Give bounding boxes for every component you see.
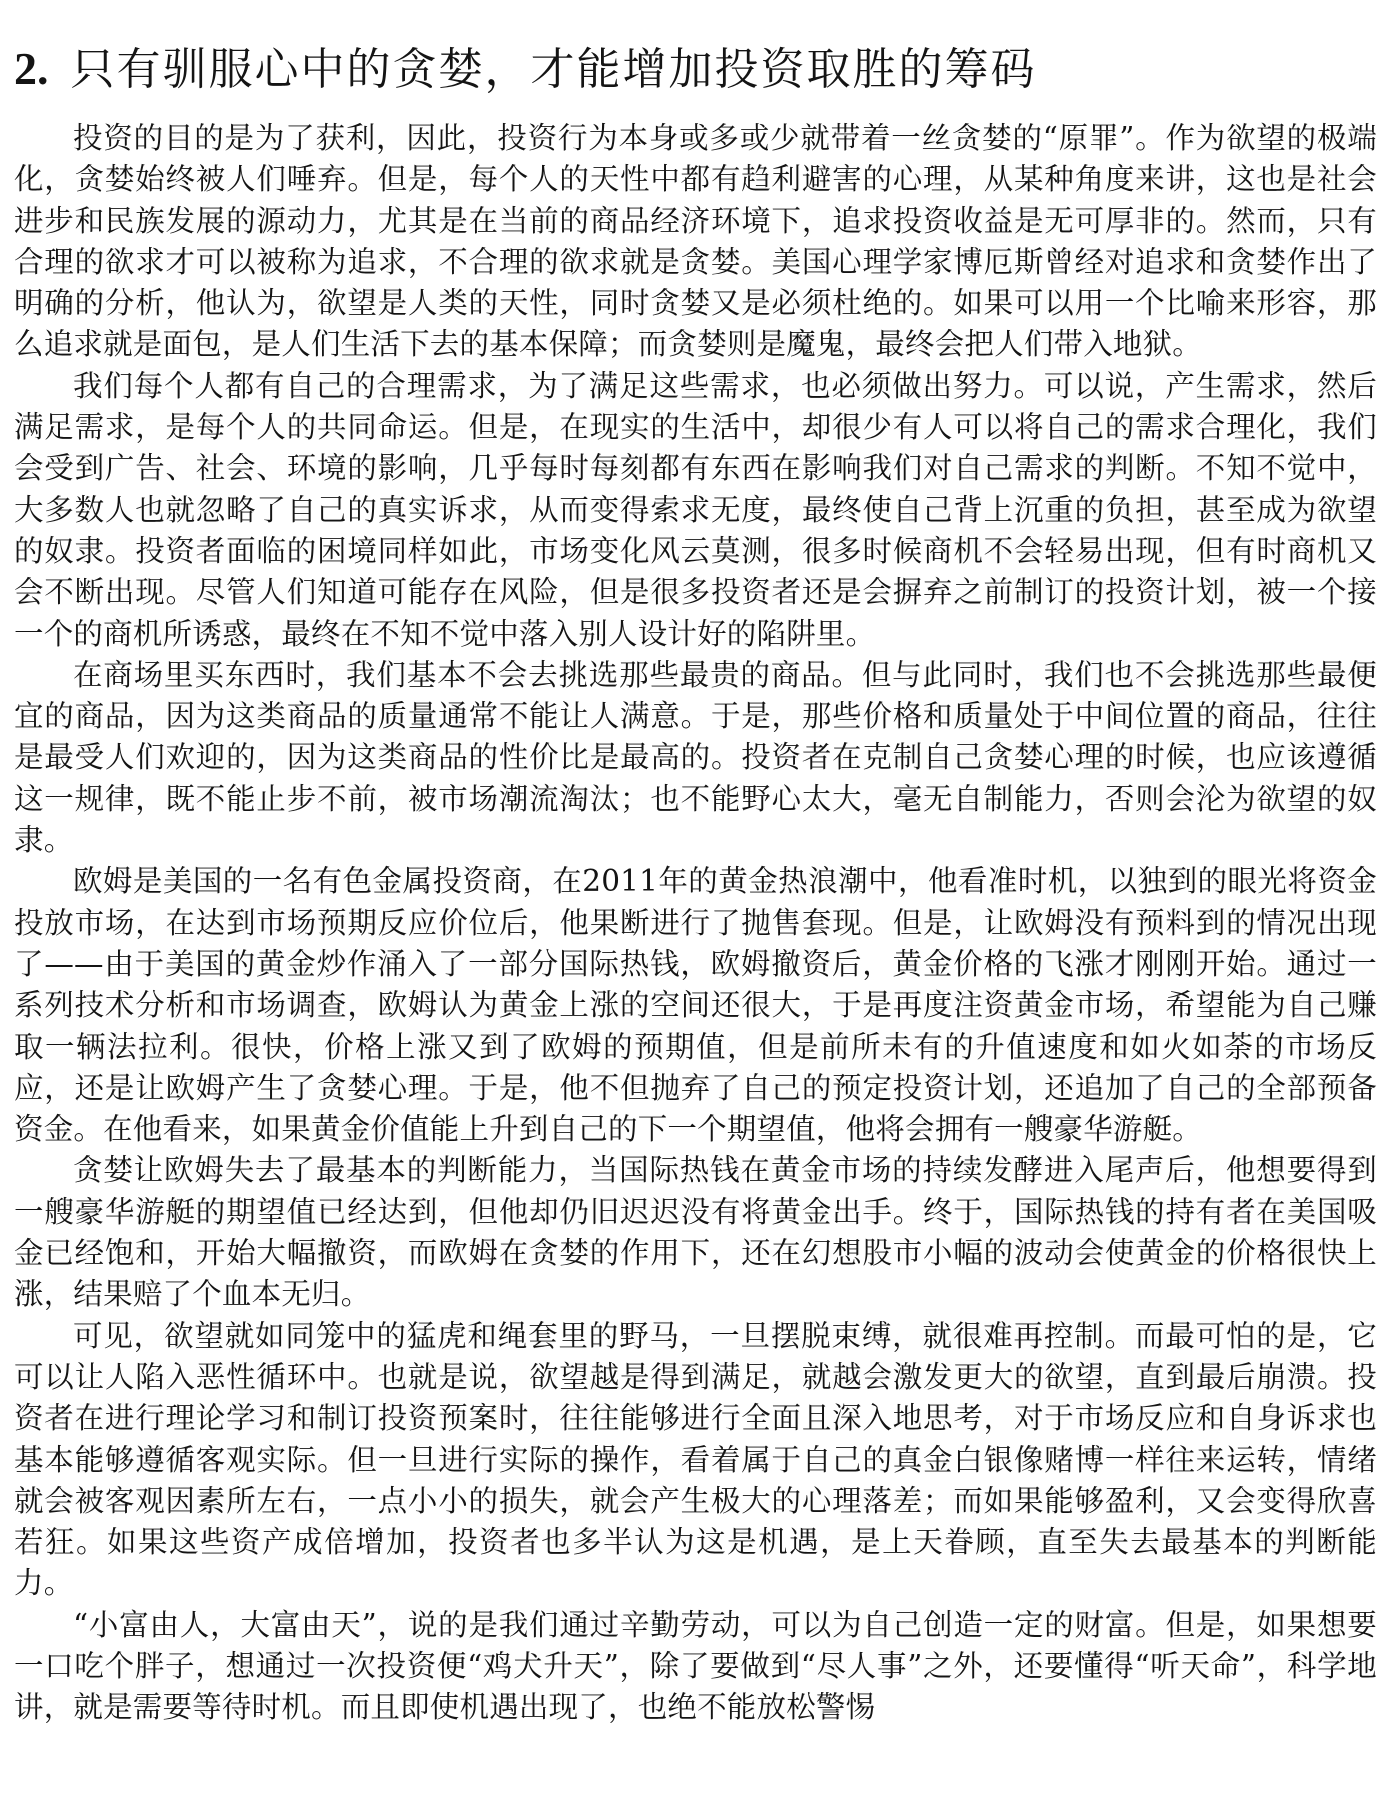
section-title: 只有驯服心中的贪婪，才能增加投资取胜的筹码: [70, 44, 1037, 95]
paragraph: 我们每个人都有自己的合理需求，为了满足这些需求，也必须做出努力。可以说，产生需求，然后满足需求，是每个人的共同命运。但是，在现实的生活中，却很少有人可以将自己的需求合理化，我们会受到广告、社会、环境的影响，几乎每时每刻都有东西在影响我们对自己需求的判断。不知不觉中，大多数人也就忽略了自己的真实诉求，从而变得索求无度，最终使自己背上沉重的负担，甚至成为欲望的奴隶。投资者面临的困境同样如此，市场变化风云莫测，很多时候商机不会轻易出现，但有时商机又会不断出现。尽管人们知道可能存在风险，但是很多投资者还是会摒弃之前制订的投资计划，被一个接一个的商机所诱惑，最终在不知不觉中落入别人设计好的陷阱里。: [14, 368, 1377, 651]
paragraph: 投资的目的是为了获利，因此，投资行为本身或多或少就带着一丝贪婪的“原罪”。作为欲望的极端化，贪婪始终被人们唾弃。但是，每个人的天性中都有趋利避害的心理，从某种角度来讲，这也是社会进步和民族发展的源动力，尤其是在当前的商品经济环境下，追求投资收益是无可厚非的。然而，只有合理的欲求才可以被称为追求，不合理的欲求就是贪婪。美国心理学家博厄斯曾经对追求和贪婪作出了明确的分析，他认为，欲望是人类的天性，同时贪婪又是必须杜绝的。如果可以用一个比喻来形容，那么追求就是面包，是人们生活下去的基本保障；而贪婪则是魔鬼，最终会把人们带入地狱。: [14, 121, 1377, 362]
paragraph: 欧姆是美国的一名有色金属投资商，在2011年的黄金热浪潮中，他看准时机，以独到的眼光将资金投放市场，在达到市场预期反应价位后，他果断进行了抛售套现。但是，让欧姆没有预料到的情况出现了——由于美国的黄金炒作涌入了一部分国际热钱，欧姆撤资后，黄金价格的飞涨才刚刚开始。通过一系列技术分析和市场调查，欧姆认为黄金上涨的空间还很大，于是再度注资黄金市场，希望能为自己赚取一辆法拉利。很快，价格上涨又到了欧姆的预期值，但是前所未有的升值速度和如火如荼的市场反应，还是让欧姆产生了贪婪心理。于是，他不但抛弃了自己的预定投资计划，还追加了自己的全部预备资金。在他看来，如果黄金价值能上升到自己的下一个期望值，他将会拥有一艘豪华游艇。: [14, 864, 1377, 1147]
paragraph: “小富由人，大富由天”，说的是我们通过辛勤劳动，可以为自己创造一定的财富。但是，如果想要一口吃个胖子，想通过一次投资便“鸡犬升天”，除了要做到“尽人事”之外，还要懂得“听天命”，科学地讲，就是需要等待时机。而且即使机遇出现了，也绝不能放松警惕: [14, 1607, 1377, 1725]
section-heading: [14, 34, 1377, 104]
paragraph: 在商场里买东西时，我们基本不会去挑选那些最贵的商品。但与此同时，我们也不会挑选那些最便宜的商品，因为这类商品的质量通常不能让人满意。于是，那些价格和质量处于中间位置的商品，往往是最受人们欢迎的，因为这类商品的性价比是最高的。投资者在克制自己贪婪心理的时候，也应该遵循这一规律，既不能止步不前，被市场潮流淘汰；也不能野心太大，毫无自制能力，否则会沦为欲望的奴隶。: [14, 657, 1377, 858]
paragraph: 贪婪让欧姆失去了最基本的判断能力，当国际热钱在黄金市场的持续发酵进入尾声后，他想要得到一艘豪华游艇的期望值已经达到，但他却仍旧迟迟没有将黄金出手。终于，国际热钱的持有者在美国吸金已经饱和，开始大幅撤资，而欧姆在贪婪的作用下，还在幻想股市小幅的波动会使黄金的价格很快上涨，结果赔了个血本无归。: [14, 1153, 1377, 1312]
paragraph: 可见，欲望就如同笼中的猛虎和绳套里的野马，一旦摆脱束缚，就很难再控制。而最可怕的是，它可以让人陷入恶性循环中。也就是说，欲望越是得到满足，就越会激发更大的欲望，直到最后崩溃。投资者在进行理论学习和制订投资预案时，往往能够进行全面且深入地思考，对于市场反应和自身诉求也基本能够遵循客观实际。但一旦进行实际的操作，看着属于自己的真金白银像赌博一样往来运转，情绪就会被客观因素所左右，一点小小的损失，就会产生极大的心理落差；而如果能够盈利，又会变得欣喜若狂。如果这些资产成倍增加，投资者也多半认为这是机遇，是上天眷顾，直至失去最基本的判断能力。: [14, 1318, 1377, 1601]
section-number: 2.: [14, 43, 49, 94]
